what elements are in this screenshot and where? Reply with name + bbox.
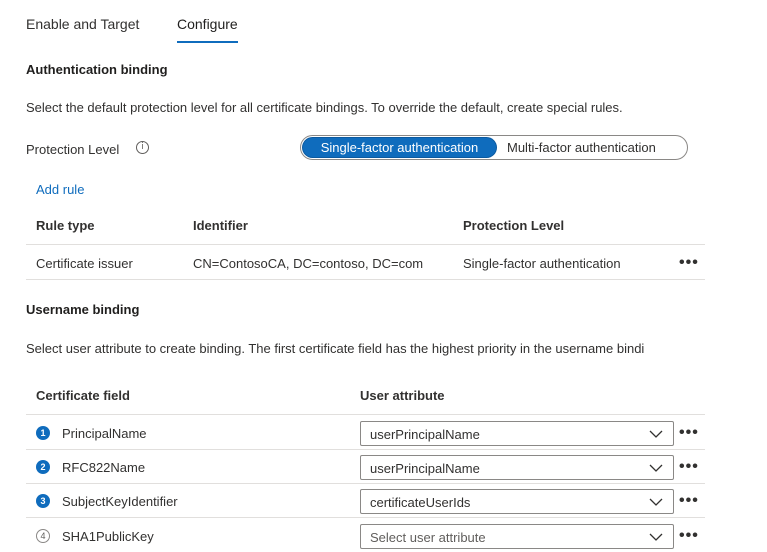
user-attribute-dropdown[interactable] xyxy=(360,524,674,549)
certificate-field-name: RFC822Name xyxy=(62,460,146,475)
add-rule-link[interactable]: Add rule xyxy=(36,182,85,197)
column-header-user-attribute: User attribute xyxy=(360,388,445,403)
dropdown-value: userPrincipalName xyxy=(370,461,480,476)
column-header-rule-type: Rule type xyxy=(36,218,95,233)
priority-badge: 1 xyxy=(36,426,50,440)
protection-level-label: Protection Level xyxy=(26,142,120,157)
column-header-identifier: Identifier xyxy=(193,218,248,233)
table-divider xyxy=(26,244,705,245)
toggle-multi-factor[interactable]: Multi-factor authentication xyxy=(507,140,656,155)
tab-configure[interactable]: Configure xyxy=(177,16,238,32)
tab-enable-and-target[interactable]: Enable and Target xyxy=(26,16,140,32)
protection-level-cell: Single-factor authentication xyxy=(463,256,621,271)
column-header-certificate-field: Certificate field xyxy=(36,388,130,403)
chevron-down-icon xyxy=(649,461,663,475)
dropdown-value: userPrincipalName xyxy=(370,427,480,442)
user-attribute-dropdown[interactable] xyxy=(360,489,674,514)
info-icon[interactable]: i xyxy=(136,141,149,154)
protection-level-toggle xyxy=(300,135,688,160)
user-attribute-dropdown[interactable] xyxy=(360,421,674,446)
toggle-single-factor[interactable]: Single-factor authentication xyxy=(303,138,496,157)
table-divider xyxy=(26,279,705,280)
more-icon[interactable]: ••• xyxy=(679,458,699,475)
more-icon[interactable]: ••• xyxy=(679,254,699,271)
more-icon[interactable]: ••• xyxy=(679,492,699,509)
certificate-field-name: SHA1PublicKey xyxy=(62,529,154,544)
table-divider xyxy=(26,414,705,415)
auth-binding-title: Authentication binding xyxy=(26,62,168,77)
priority-badge: 4 xyxy=(36,529,50,543)
table-divider xyxy=(26,483,705,484)
identifier-cell: CN=ContosoCA, DC=contoso, DC=com xyxy=(193,256,424,271)
table-divider xyxy=(26,517,705,518)
username-binding-title: Username binding xyxy=(26,302,140,317)
rule-type-cell: Certificate issuer xyxy=(36,256,133,271)
more-icon[interactable]: ••• xyxy=(679,527,699,544)
column-header-protection-level: Protection Level xyxy=(463,218,565,233)
dropdown-value: certificateUserIds xyxy=(370,495,471,510)
certificate-field-name: SubjectKeyIdentifier xyxy=(62,494,178,509)
more-icon[interactable]: ••• xyxy=(679,424,699,441)
priority-badge: 2 xyxy=(36,460,50,474)
priority-badge: 3 xyxy=(36,494,50,508)
chevron-down-icon xyxy=(649,495,663,509)
table-divider xyxy=(26,449,705,450)
certificate-field-name: PrincipalName xyxy=(62,426,147,441)
chevron-down-icon xyxy=(649,427,663,441)
dropdown-placeholder: Select user attribute xyxy=(370,530,486,545)
user-attribute-dropdown[interactable] xyxy=(360,455,674,480)
chevron-down-icon xyxy=(649,530,663,544)
auth-binding-description: Select the default protection level for all certificate bindings. To override the default, create special rules. xyxy=(26,100,623,115)
username-binding-description: Select user attribute to create binding. The first certificate field has the highest priority in the username bindi xyxy=(26,341,645,356)
